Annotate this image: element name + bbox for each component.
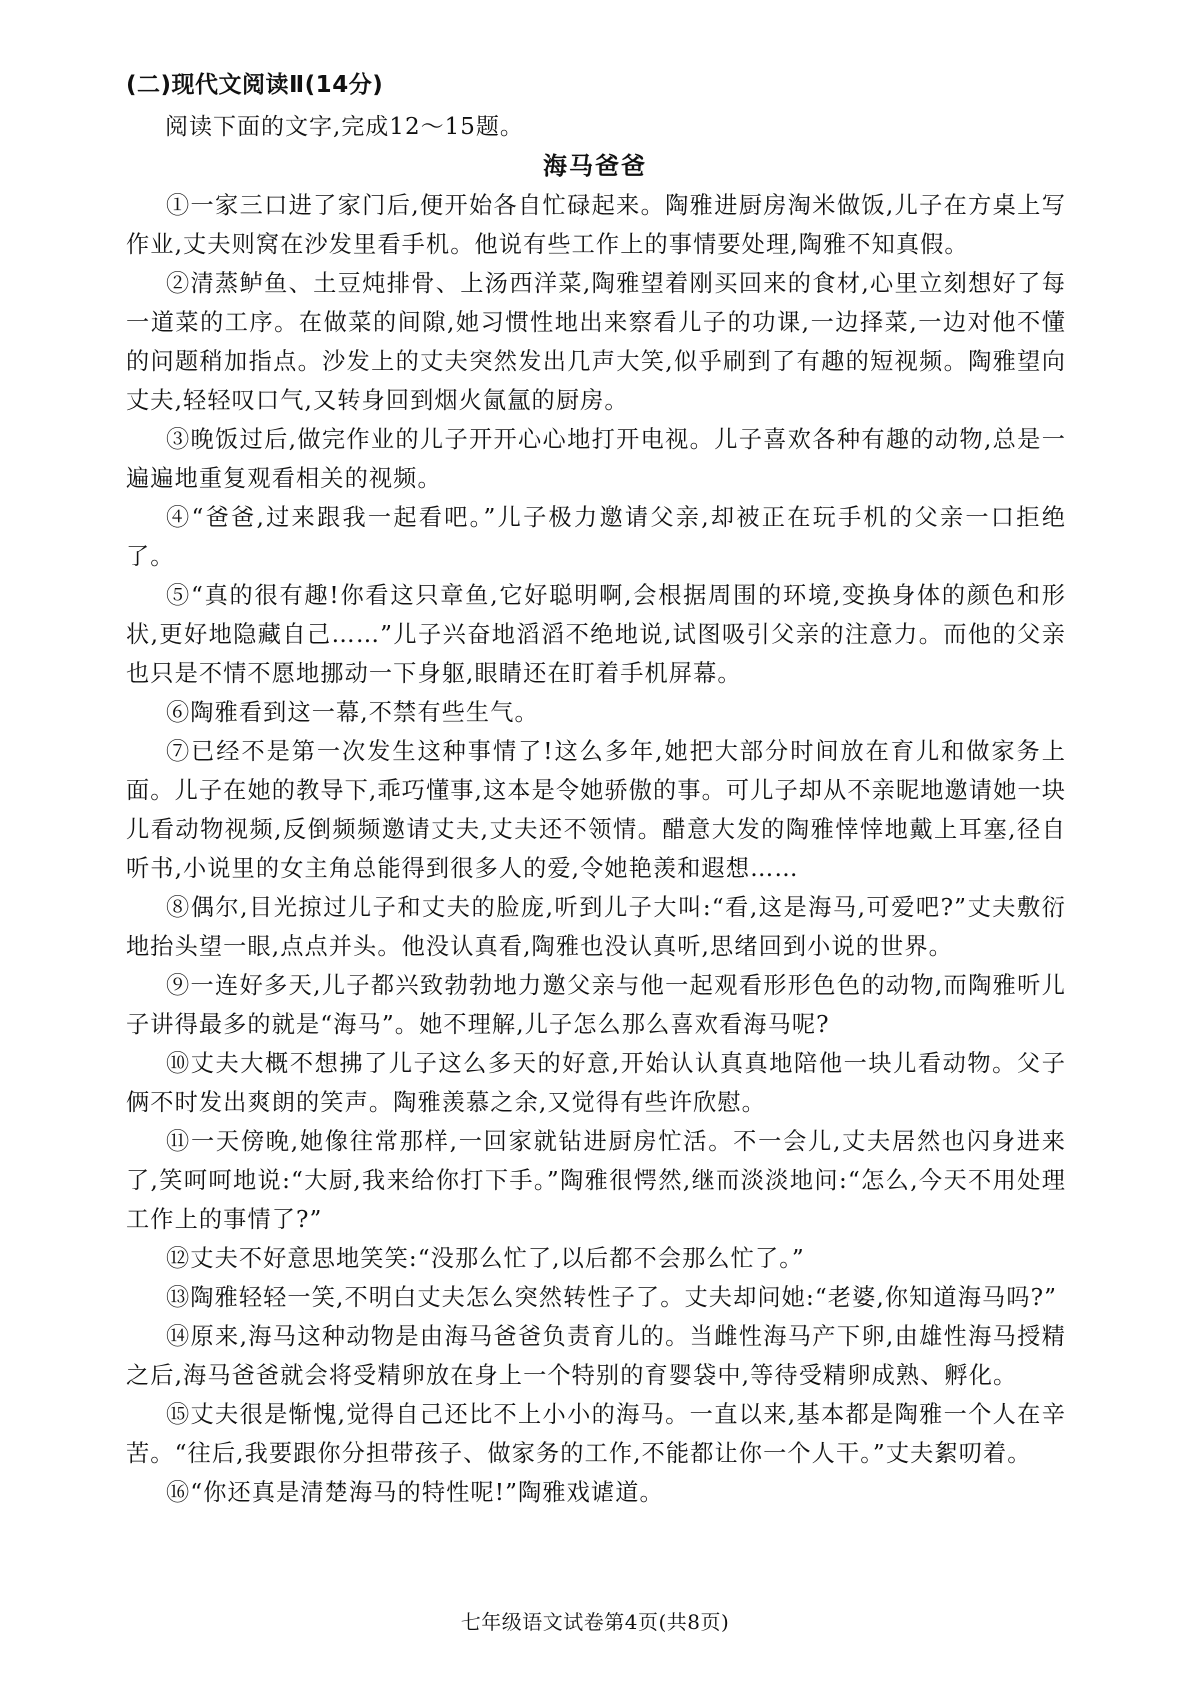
- paragraph-1: ①一家三口进了家门后,便开始各自忙碌起来。陶雅进厨房淘米做饭,儿子在方桌上写作业,丈夫则窝在沙发里看手机。他说有些工作上的事情要处理,陶雅不知真假。: [126, 192, 1066, 258]
- paragraph-7: ⑦已经不是第一次发生这种事情了!这么多年,她把大部分时间放在育儿和做家务上面。儿子在她的教导下,乖巧懂事,这本是令她骄傲的事。可儿子却从不亲昵地邀请她一块儿看动物视频,反倒频频邀请丈夫,丈夫还不领情。醋意大发的陶雅悻悻地戴上耳塞,径自听书,小说里的女主角总能得到很多人的爱,令她艳羡和遐想……: [126, 738, 1066, 882]
- paragraph-16: ⑯“你还真是清楚海马的特性呢!”陶雅戏谑道。: [166, 1479, 664, 1506]
- paragraph-14: ⑭原来,海马这种动物是由海马爸爸负责育儿的。当雌性海马产下卵,由雄性海马授精之后,海马爸爸就会将受精卵放在身上一个特别的育婴袋中,等待受精卵成熟、孵化。: [126, 1323, 1066, 1389]
- reading-instruction: 阅读下面的文字,完成12～15题。: [165, 114, 524, 140]
- passage-title: 海马爸爸: [543, 152, 647, 180]
- paragraph-3: ③晚饭过后,做完作业的儿子开开心心地打开电视。儿子喜欢各种有趣的动物,总是一遍遍地重复观看相关的视频。: [126, 426, 1066, 492]
- paragraph-12: ⑫丈夫不好意思地笑笑:“没那么忙了,以后都不会那么忙了。”: [166, 1245, 805, 1272]
- section-title: (二)现代文阅读Ⅱ(14分): [126, 72, 384, 98]
- paragraph-6: ⑥陶雅看到这一幕,不禁有些生气。: [166, 699, 539, 726]
- paragraph-9: ⑨一连好多天,儿子都兴致勃勃地力邀父亲与他一起观看形形色色的动物,而陶雅听儿子讲得最多的就是“海马”。她不理解,儿子怎么那么喜欢看海马呢?: [126, 972, 1066, 1038]
- paragraph-5: ⑤“真的很有趣!你看这只章鱼,它好聪明啊,会根据周围的环境,变换身体的颜色和形状,更好地隐藏自己……”儿子兴奋地滔滔不绝地说,试图吸引父亲的注意力。而他的父亲也只是不情不愿地挪动一下身躯,眼睛还在盯着手机屏幕。: [126, 582, 1066, 687]
- paragraph-8: ⑧偶尔,目光掠过儿子和丈夫的脸庞,听到儿子大叫:“看,这是海马,可爱吧?”丈夫敷衍地抬头望一眼,点点并头。他没认真看,陶雅也没认真听,思绪回到小说的世界。: [126, 894, 1066, 960]
- passage-body: [126, 186, 1066, 1512]
- paragraph-2: ②清蒸鲈鱼、土豆炖排骨、上汤西洋菜,陶雅望着刚买回来的食材,心里立刻想好了每一道菜的工序。在做菜的间隙,她习惯性地出来察看儿子的功课,一边择菜,一边对他不懂的问题稍加指点。沙发上的丈夫突然发出几声大笑,似乎刷到了有趣的短视频。陶雅望向丈夫,轻轻叹口气,又转身回到烟火氤氲的厨房。: [126, 270, 1066, 414]
- paragraph-10: ⑩丈夫大概不想拂了儿子这么多天的好意,开始认认真真地陪他一块儿看动物。父子俩不时发出爽朗的笑声。陶雅羡慕之余,又觉得有些许欣慰。: [126, 1050, 1066, 1116]
- paragraph-13: ⑬陶雅轻轻一笑,不明白丈夫怎么突然转性子了。丈夫却问她:“老婆,你知道海马吗?”: [166, 1284, 1058, 1311]
- paragraph-4: ④“爸爸,过来跟我一起看吧。”儿子极力邀请父亲,却被正在玩手机的父亲一口拒绝了。: [126, 504, 1066, 570]
- page-footer: 七年级语文试卷第4页(共8页): [460, 1610, 730, 1634]
- paragraph-11: ⑪一天傍晚,她像往常那样,一回家就钻进厨房忙活。不一会儿,丈夫居然也闪身进来了,笑呵呵地说:“大厨,我来给你打下手。”陶雅很愕然,继而淡淡地问:“怎么,今天不用处理工作上的事情了?”: [126, 1128, 1066, 1233]
- paragraph-15: ⑮丈夫很是惭愧,觉得自己还比不上小小的海马。一直以来,基本都是陶雅一个人在辛苦。“往后,我要跟你分担带孩子、做家务的工作,不能都让你一个人干。”丈夫絮叨着。: [126, 1401, 1066, 1467]
